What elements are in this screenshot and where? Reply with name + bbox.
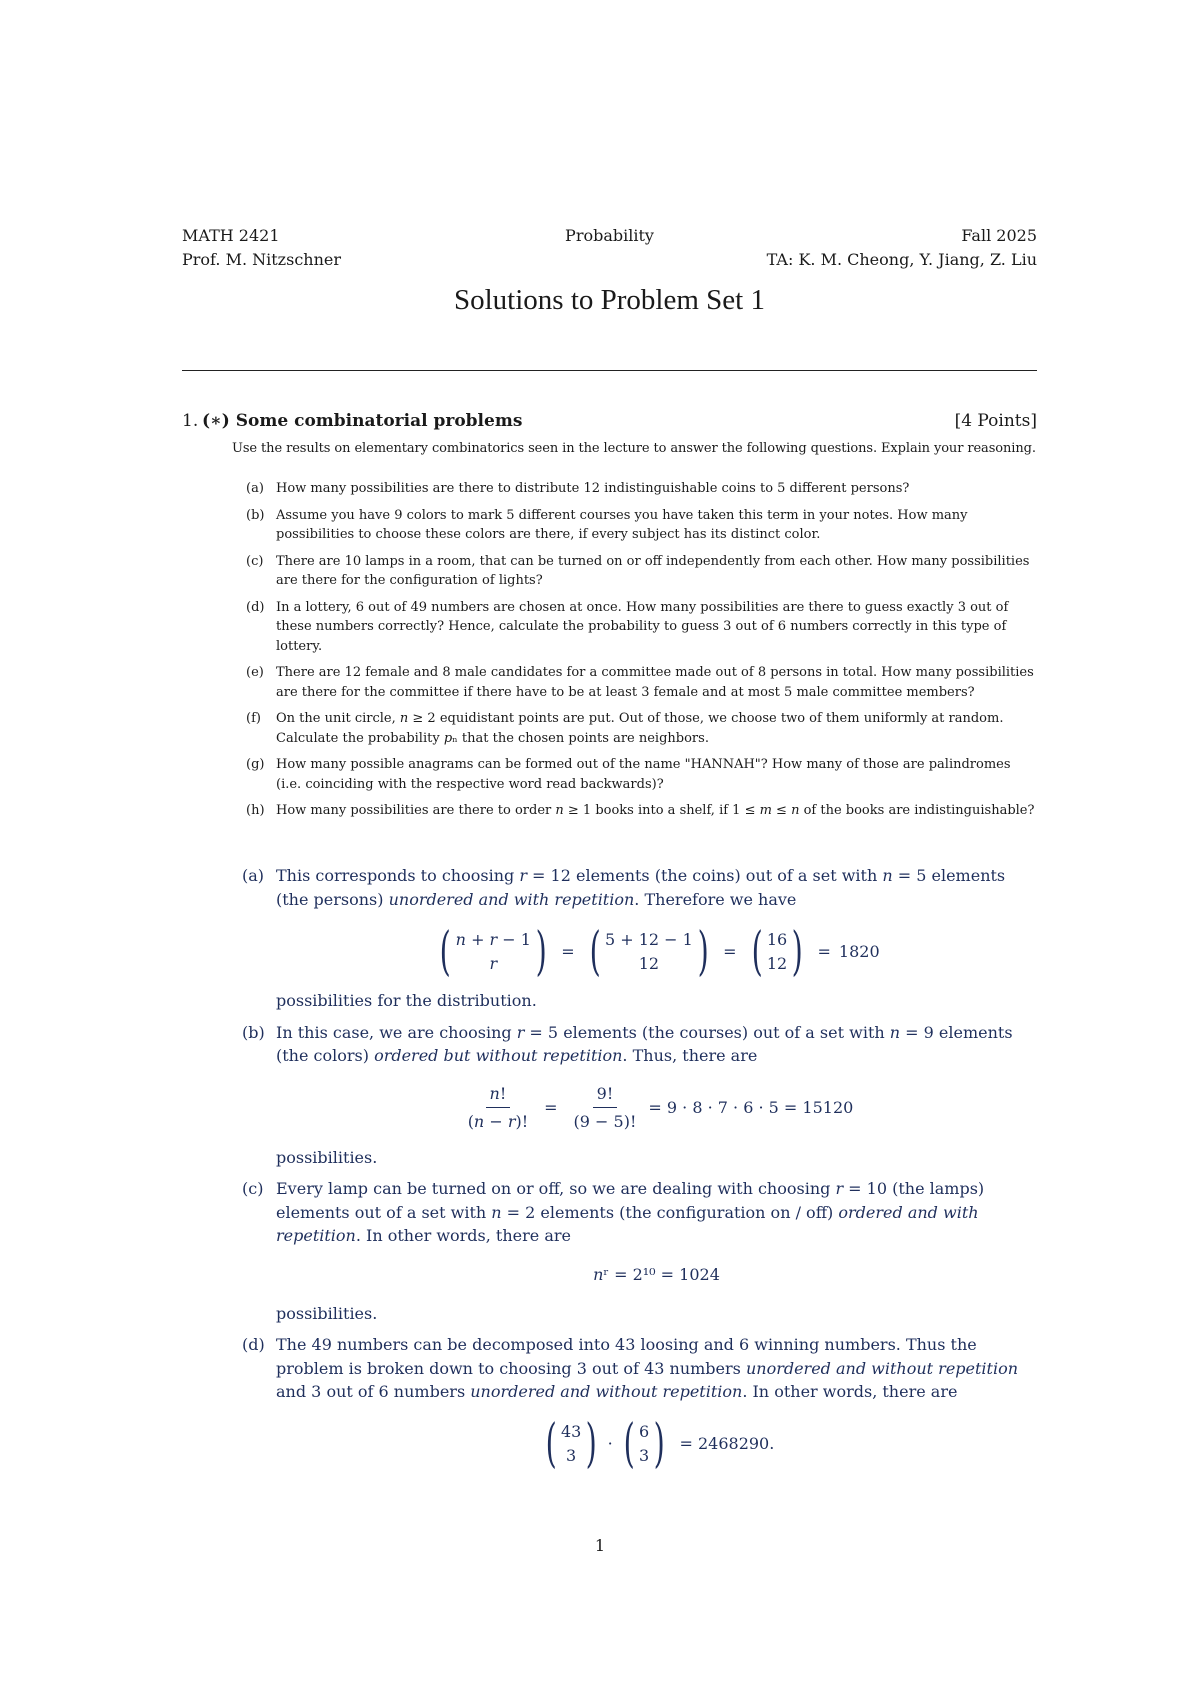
course-subject: Probability xyxy=(565,226,654,245)
solution-label: (c) xyxy=(242,1179,264,1198)
solution-text: In this case, we are choosing 𝑟 = 5 elements (the courses) out of a set with 𝑛 = 9 elements (the colors) xyxy=(276,1022,1013,1065)
solution-a xyxy=(242,864,1037,1013)
question-item xyxy=(246,598,1037,657)
question-item xyxy=(246,801,1037,821)
solution-text: possibilities. xyxy=(276,1303,378,1323)
divider xyxy=(182,370,1037,371)
question-item xyxy=(246,709,1037,748)
binomial: ( 𝑛 + 𝑟 − 1 𝑟 ) xyxy=(439,922,547,982)
question-text: In a lottery, 6 out of 49 numbers are chosen at once. How many possibilities are there to guess exactly 3 out of these numbers correctly? Hence, calculate the probability to guess 3 out of 6 numbers correctly in this type of lottery. xyxy=(276,599,1009,654)
solution-c xyxy=(242,1177,1037,1325)
question-label: (d) xyxy=(246,599,265,615)
result: 1820 xyxy=(838,942,880,962)
page-title: Solutions to Problem Set 1 xyxy=(454,284,765,316)
term: Fall 2025 xyxy=(961,226,1037,245)
binom-bottom: 𝑟 xyxy=(489,954,498,973)
solution-text: possibilities for the distribution. xyxy=(276,991,537,1010)
problem-intro: Use the results on elementary combinatorics seen in the lecture to answer the following questions. Explain your reasoning. xyxy=(232,441,1036,456)
solution-text: The 49 numbers can be decomposed into 43 loosing and 6 winning numbers. Thus the problem is broken down to choosing 3 out of 43 numbers xyxy=(276,1335,977,1378)
question-text: There are 12 female and 8 male candidates for a committee made out of 8 persons in total. How many possibilities are there for the committee if there have to be at least 3 female and at most 5 male committee members? xyxy=(276,665,1034,700)
solution-emphasis: ordered and with repetition xyxy=(276,1202,979,1245)
binom-top: 16 xyxy=(766,930,788,949)
solution-text: . Thus, there are xyxy=(622,1046,758,1065)
question-label: (f) xyxy=(246,711,261,726)
question-label: (b) xyxy=(246,507,265,523)
solution-emphasis: ordered but without repetition xyxy=(374,1046,623,1065)
binom-bottom: 12 xyxy=(638,954,660,973)
solution-text: . In other words, there are xyxy=(355,1226,571,1245)
question-label: (a) xyxy=(246,481,264,496)
problem-title: (∗) Some combinatorial problems xyxy=(202,411,523,431)
equals: = xyxy=(561,942,575,962)
multiply-dot: · xyxy=(607,1433,613,1453)
binom-bottom: 3 xyxy=(639,1445,650,1465)
formula-b xyxy=(276,1078,1037,1138)
solution-emphasis: unordered and without repetition xyxy=(470,1382,743,1401)
solution-b xyxy=(242,1021,1037,1170)
equals: = xyxy=(723,942,737,962)
binom-top: 43 xyxy=(560,1421,582,1441)
result: = 2468290. xyxy=(679,1433,775,1453)
binom-bottom: 3 xyxy=(566,1445,577,1465)
page-number: 1 xyxy=(594,1536,606,1555)
binom-top: 6 xyxy=(639,1421,650,1441)
question-item xyxy=(246,663,1037,702)
result: = 9 · 8 · 7 · 6 · 5 = 15120 xyxy=(648,1097,854,1117)
solution-label: (d) xyxy=(242,1335,265,1354)
solution-text: Every lamp can be turned on or off, so we are dealing with choosing 𝑟 = 10 (the lamps) elements out of a set with 𝑛 = 2 elements (the configuration on / off) xyxy=(276,1179,985,1222)
solution-text: and 3 out of 6 numbers xyxy=(276,1382,471,1401)
solution-emphasis: unordered and with repetition xyxy=(388,889,635,909)
formula-a xyxy=(276,921,1037,983)
question-item xyxy=(246,552,1037,591)
equals: = xyxy=(544,1097,558,1117)
frac-denominator: (𝑛 − 𝑟)! xyxy=(467,1112,529,1131)
equals: = xyxy=(817,942,831,962)
question-text: How many possible anagrams can be formed out of the name "HANNAH"? How many of those are palindromes (i.e. coinciding with the respective word read backwards)? xyxy=(276,757,1011,792)
question-label: (h) xyxy=(246,803,265,818)
fraction xyxy=(464,1082,532,1134)
question-text: Assume you have 9 colors to mark 5 different courses you have taken this term in your notes. How many possibilities to choose these colors are there, if every subject has its distinct color. xyxy=(276,507,968,542)
question-text: How many possibilities are there to distribute 12 indistinguishable coins to 5 different persons? xyxy=(276,481,910,496)
binom-top: 𝑛 + 𝑟 − 1 xyxy=(455,930,531,949)
binomial: ( 43 3 ) xyxy=(545,1413,598,1474)
formula-c xyxy=(276,1260,1037,1290)
frac-numerator: 𝑛! xyxy=(486,1082,511,1109)
question-label: (c) xyxy=(246,553,264,569)
solution-text: . In other words, there are xyxy=(742,1382,958,1401)
solution-text: This corresponds to choosing 𝑟 = 12 elements (the coins) out of a set with 𝑛 = 5 elements (the persons) xyxy=(276,866,1006,909)
solution-emphasis: unordered and without repetition xyxy=(745,1358,1019,1378)
question-text: There are 10 lamps in a room, that can be turned on or off independently from each other. How many possibilities are there for the configuration of lights? xyxy=(276,553,1030,588)
course-code: MATH 2421 xyxy=(182,226,280,245)
binom-top: 5 + 12 − 1 xyxy=(604,930,693,949)
binomial: ( 6 3 ) xyxy=(623,1413,665,1474)
question-label: (e) xyxy=(246,665,264,680)
solution-label: (b) xyxy=(242,1022,265,1042)
formula-d xyxy=(276,1414,1037,1474)
solution-text: possibilities. xyxy=(276,1147,378,1167)
binomial: ( 5 + 12 − 1 12 ) xyxy=(589,922,709,982)
frac-numerator: 9! xyxy=(593,1082,618,1109)
question-item xyxy=(246,506,1037,545)
solutions xyxy=(242,864,1037,1474)
question-item xyxy=(246,479,1037,499)
question-text: On the unit circle, 𝑛 ≥ 2 equidistant points are put. Out of those, we choose two of them uniformly at random. Calculate the probability 𝑝ₙ that the chosen points are neighbors. xyxy=(276,711,1004,746)
binom-bottom: 12 xyxy=(766,954,788,973)
frac-denominator: (9 − 5)! xyxy=(573,1112,637,1131)
problem-number: 1. xyxy=(182,411,199,431)
problem-points: [4 Points] xyxy=(954,411,1037,431)
question-list xyxy=(246,479,1037,828)
question-item xyxy=(246,755,1037,794)
binomial: ( 16 12 ) xyxy=(751,922,803,982)
solution-label: (a) xyxy=(242,866,265,885)
formula: 𝑛ʳ = 2¹⁰ = 1024 xyxy=(593,1264,720,1284)
solution-d xyxy=(242,1333,1037,1474)
fraction xyxy=(570,1082,641,1134)
question-label: (g) xyxy=(246,757,265,772)
solution-text: . Therefore we have xyxy=(634,889,797,909)
professor: Prof. M. Nitzschner xyxy=(182,250,341,269)
question-text: How many possibilities are there to order 𝑛 ≥ 1 books into a shelf, if 1 ≤ 𝑚 ≤ 𝑛 of the books are indistinguishable? xyxy=(276,803,1035,818)
teaching-assistants: TA: K. M. Cheong, Y. Jiang, Z. Liu xyxy=(766,250,1037,269)
